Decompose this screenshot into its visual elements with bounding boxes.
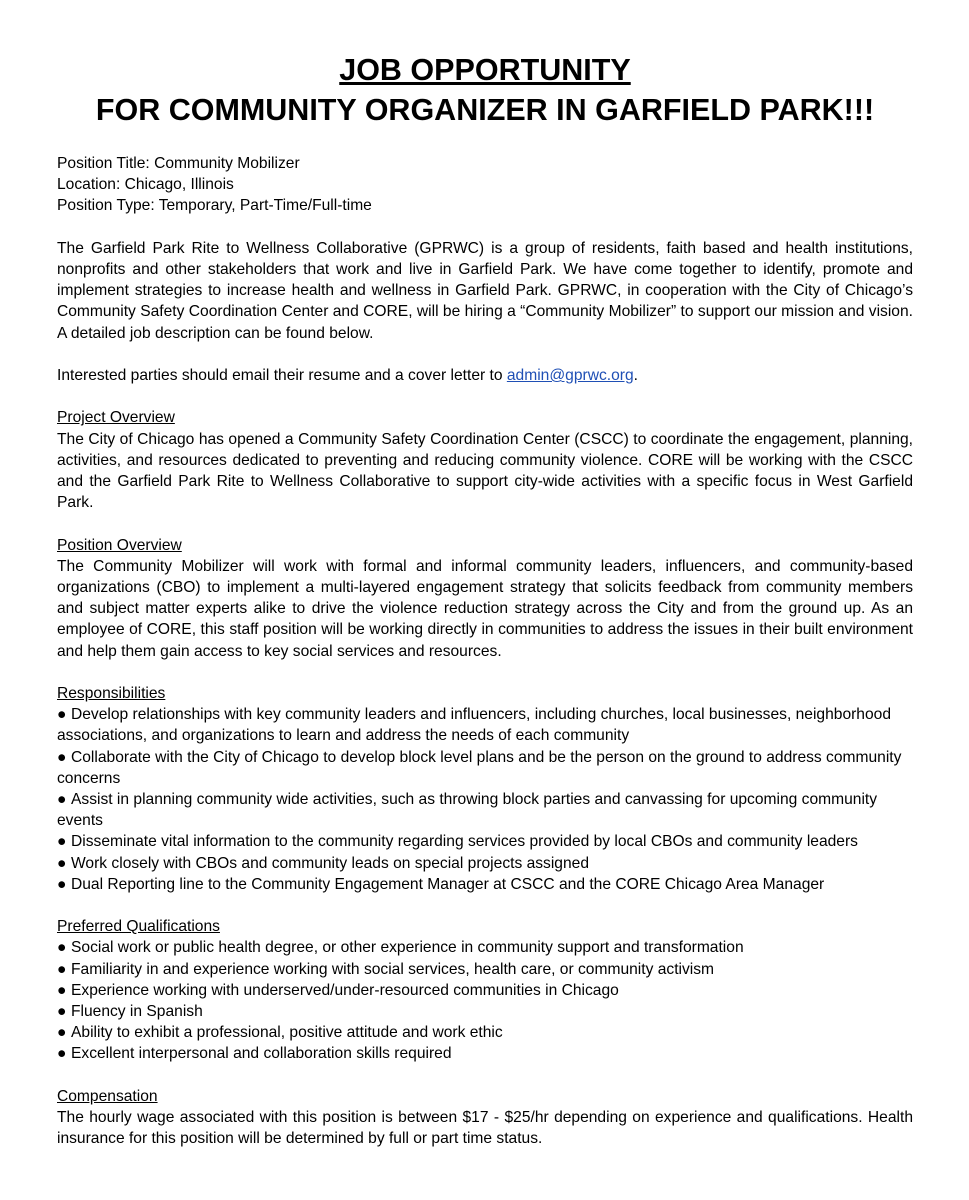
bullet: ● <box>57 854 67 872</box>
compensation-body: The hourly wage associated with this position is between $17 - $25/hr depending on experience and qualifications. Health insurance for this position will be determined by full or part time status. <box>57 1109 913 1148</box>
apply-suffix: . <box>633 367 638 384</box>
bullet: ● <box>57 1003 67 1021</box>
list-item: ● Ability to exhibit a professional, positive attitude and work ethic <box>57 1022 913 1043</box>
bullet: ● <box>57 1045 67 1063</box>
title-community-organizer: FOR COMMUNITY ORGANIZER IN GARFIELD PARK!!! <box>95 93 875 127</box>
position-info <box>57 153 913 217</box>
bullet: ● <box>57 791 67 809</box>
apply-instructions <box>57 365 913 386</box>
position-type: Position Type: Temporary, Part-Time/Full-time <box>57 197 372 215</box>
list-item: ● Familiarity in and experience working with social services, health care, or community activism <box>57 959 913 980</box>
list-item: ● Excellent interpersonal and collaboration skills required <box>57 1043 913 1064</box>
title-job-opportunity: JOB OPPORTUNITY <box>339 53 631 87</box>
list-item: ● Assist in planning community wide activities, such as throwing block parties and canvassing for upcoming community events <box>57 791 878 830</box>
intro-paragraph: The Garfield Park Rite to Wellness Collaborative (GPRWC) is a group of residents, faith based and health institutions, nonprofits and other stakeholders that work and live in Garfield Park. We have come together to identify, promote and implement strategies to increase health and wellness in Garfield Park. GPRWC, in cooperation with the City of Chicago’s Community Safety Coordination Center and CORE, will be hiring a “Community Mobilizer” to support our mission and vision. A detailed job description can be found below. <box>57 239 913 342</box>
bullet: ● <box>57 748 67 766</box>
list-item: ● Social work or public health degree, or other experience in community support and transformation <box>57 937 913 958</box>
position-location: Location: Chicago, Illinois <box>57 176 234 194</box>
qualifications-heading: Preferred Qualifications <box>57 918 220 936</box>
bullet: ● <box>57 833 67 851</box>
list-item: ● Collaborate with the City of Chicago to develop block level plans and be the person on the ground to address community concerns <box>57 748 902 787</box>
list-item: ● Fluency in Spanish <box>57 1001 913 1022</box>
apply-email-link[interactable]: admin@gprwc.org <box>506 367 634 384</box>
bullet: ● <box>57 960 67 978</box>
apply-prefix: Interested parties should email their resume and a cover letter to <box>57 367 507 384</box>
bullet: ● <box>57 939 67 957</box>
list-item: ● Work closely with CBOs and community leads on special projects assigned <box>57 853 913 874</box>
list-item: ● Dual Reporting line to the Community Engagement Manager at CSCC and the CORE Chicago Area Manager <box>57 874 913 895</box>
position-overview-body: The Community Mobilizer will work with formal and informal community leaders, influencers, and community-based organizations (CBO) to implement a multi-layered engagement strategy that solicits feedback from community members and subject matter experts alike to drive the violence reduction strategy across the City and from the ground up. As an employee of CORE, this staff position will be working directly in communities to address the issues in their built environment and help them gain access to key social services and resources. <box>57 557 913 660</box>
bullet: ● <box>57 875 67 893</box>
position-title: Position Title: Community Mobilizer <box>57 155 300 172</box>
responsibilities-list <box>57 704 913 895</box>
bullet: ● <box>57 1024 67 1042</box>
list-item: ● Experience working with underserved/under-resourced communities in Chicago <box>57 980 913 1001</box>
list-item: ● Disseminate vital information to the community regarding services provided by local CBOs and community leaders <box>57 831 913 852</box>
responsibilities-heading: Responsibilities <box>57 685 166 702</box>
bullet: ● <box>57 706 67 724</box>
project-overview-body: The City of Chicago has opened a Community Safety Coordination Center (CSCC) to coordinate the engagement, planning, activities, and resources dedicated to preventing and reducing community violence. CORE will be working with the CSCC and the Garfield Park Rite to Wellness Collaborative to support city-wide activities with a specific focus in West Garfield Park. <box>57 430 913 512</box>
bullet: ● <box>57 981 67 999</box>
list-item: ● Develop relationships with key community leaders and influencers, including churches, local businesses, neighborhood associations, and organizations to learn and address the needs of each community <box>57 706 891 745</box>
document-page <box>57 50 913 1149</box>
qualifications-list <box>57 937 913 1064</box>
position-overview-heading: Position Overview <box>57 536 182 554</box>
compensation-heading: Compensation <box>57 1087 158 1105</box>
project-overview-heading: Project Overview <box>57 409 175 427</box>
